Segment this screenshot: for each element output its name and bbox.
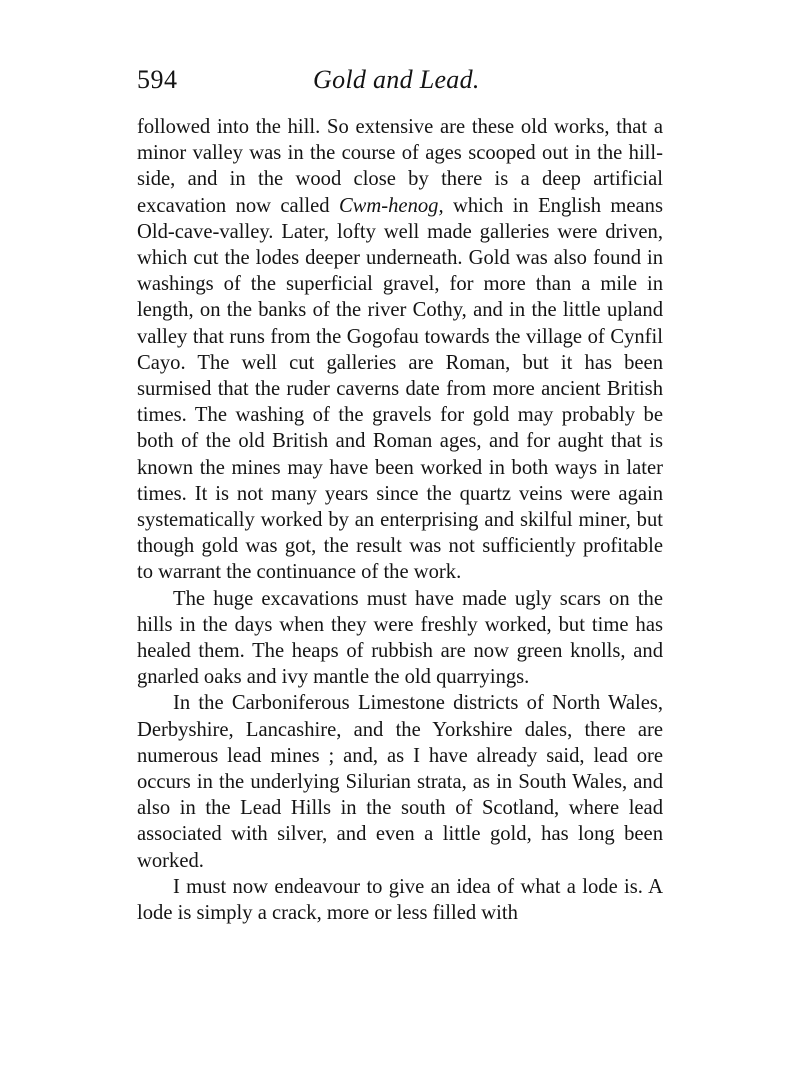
paragraph-text: which in English means Old-cave-valley. Later, lofty well made galleries were driven, which cut the lodes deeper underneath. Gold was also found in washings of the superficial gravel, for more than a mile in length, on the banks of the river Cothy, and in the little upland valley that runs from the Gogofau towards the village of Cynfil Cayo. The well cut galleries are Roman, but it has been surmised that the ruder caverns date from more ancient British times. The washing of the gravels for gold may probably be both of the old British and Roman ages, and for aught that is known the mines may have been worked in both ways in later times. It is not many years since the quartz veins were again systematically worked by an enterprising and skilful miner, but though gold was got, the result was not sufficiently profitable to warrant the continuance of the work.	[137, 194, 663, 584]
paragraph-text: followed into the hill. So extensive are these old works, that a minor valley was in the course of ages scooped out in the hill-side, and in the wood close by there is a deep artificial excavation now called	[137, 116, 663, 217]
page-number: 594	[137, 65, 178, 94]
running-title: Gold and Lead.	[313, 65, 480, 94]
emphasized-term: Cwm-henog,	[338, 194, 444, 217]
page-header	[137, 62, 663, 98]
paragraph-lode: I must now endeavour to give an idea of what a lode is. A lode is simply a crack, more or less filled with	[137, 875, 663, 925]
paragraph-continued	[137, 114, 663, 586]
paragraph-lead-mines: In the Carboniferous Limestone districts of North Wales, Derbyshire, Lancashire, and the Yorkshire dales, there are numerous lead mines ; and, as I have already said, lead ore occurs in the underlying Silurian strata, as in South Wales, and also in the Lead Hills in the south of Scotland, where lead associated with silver, and even a little gold, has long been worked.	[137, 692, 663, 872]
body-text	[137, 114, 663, 926]
paragraph-excavations: The huge excavations must have made ugly scars on the hills in the days when they were freshly worked, but time has healed them. The heaps of rubbish are now green knolls, and gnarled oaks and ivy mantle the old quarryings.	[137, 587, 663, 689]
